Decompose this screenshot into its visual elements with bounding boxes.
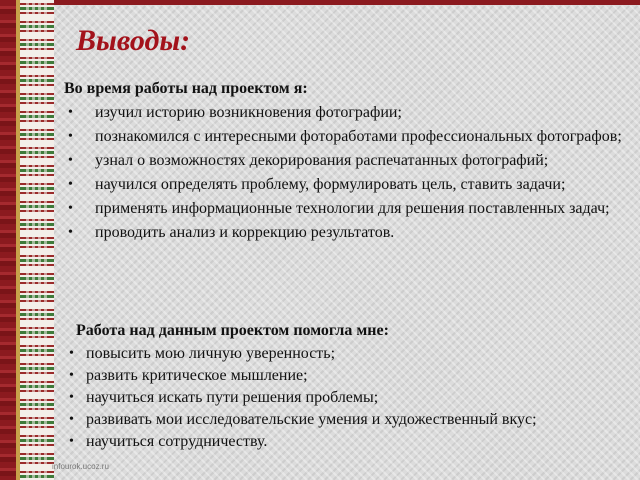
- list-item: [68, 222, 635, 244]
- bullet-icon: •: [68, 225, 73, 240]
- bullet-icon: •: [68, 177, 73, 192]
- list-item: [68, 174, 635, 196]
- top-border: [0, 0, 640, 5]
- list-item-text: узнал о возможностях декорирования распечатанных фотографий;: [95, 152, 549, 169]
- list-item-text: применять информационные технологии для решения поставленных задач;: [95, 200, 610, 217]
- bullet-icon: •: [69, 390, 74, 405]
- bullet-icon: •: [69, 368, 74, 383]
- section2-list: [69, 343, 626, 453]
- list-item: [69, 409, 626, 431]
- section1-list: [68, 102, 635, 246]
- list-item: [69, 343, 626, 365]
- list-item-text: развивать мои исследовательские умения и художественный вкус;: [86, 411, 537, 428]
- list-item: [68, 102, 635, 124]
- list-item: [68, 150, 635, 172]
- bullet-icon: •: [69, 412, 74, 427]
- list-item-text: повысить мою личную уверенность;: [86, 345, 336, 362]
- slide-title: Выводы:: [76, 24, 191, 57]
- footer-watermark: infourok.ucoz.ru: [52, 462, 109, 471]
- bullet-icon: •: [68, 201, 73, 216]
- bullet-icon: •: [68, 153, 73, 168]
- ornamental-border: [0, 0, 54, 480]
- list-item-text: развить критическое мышление;: [86, 367, 308, 384]
- section1-heading: Во время работы над проектом я:: [64, 80, 308, 97]
- list-item-text: научиться искать пути решения проблемы;: [86, 389, 379, 406]
- section2-heading: Работа над данным проектом помогла мне:: [76, 322, 389, 339]
- bullet-icon: •: [69, 434, 74, 449]
- list-item-text: изучил историю возникновения фотографии;: [95, 104, 402, 121]
- border-ornament-pattern: [20, 0, 54, 480]
- list-item-text: проводить анализ и коррекцию результатов.: [95, 224, 395, 241]
- list-item-text: научился определять проблему, формулировать цель, ставить задачи;: [95, 176, 566, 193]
- list-item-text: научиться сотрудничеству.: [86, 433, 268, 450]
- bullet-icon: •: [69, 346, 74, 361]
- list-item: [68, 126, 635, 148]
- list-item: [69, 387, 626, 409]
- list-item: [69, 431, 626, 453]
- list-item: [69, 365, 626, 387]
- bullet-icon: •: [68, 105, 73, 120]
- list-item: [68, 198, 635, 220]
- bullet-icon: •: [68, 129, 73, 144]
- list-item-text: познакомился с интересными фотоработами профессиональных фотографов;: [95, 128, 622, 145]
- border-red-stripe: [0, 0, 16, 480]
